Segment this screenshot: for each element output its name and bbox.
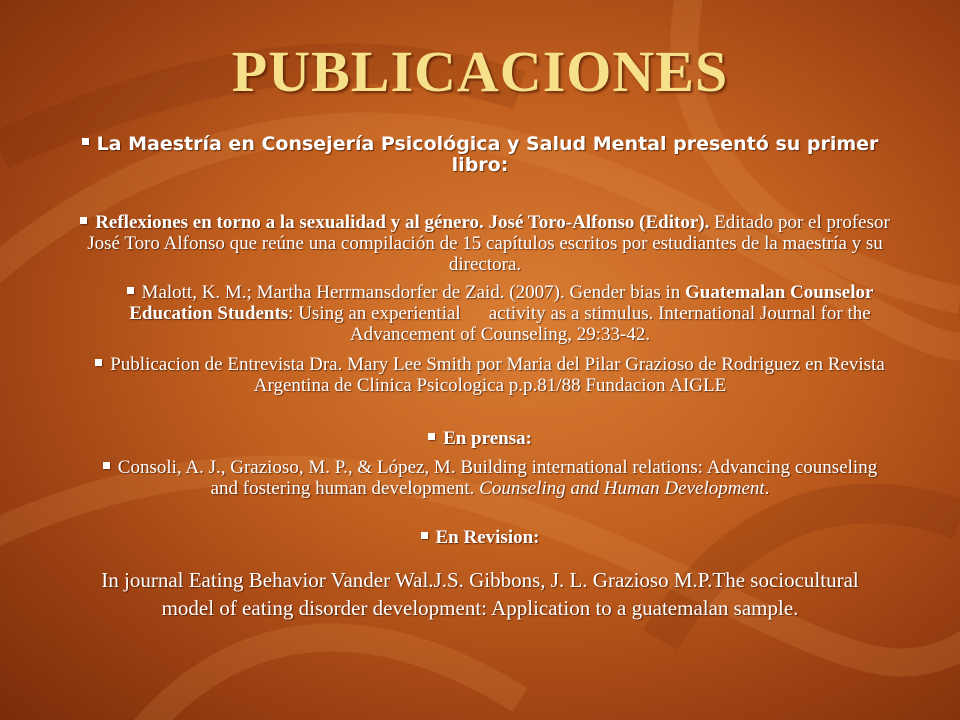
list-item-en-revision [360,527,600,548]
intro-text: La Maestría en Consejería Psicológica y Salud Mental presentó su primer libro: [96,133,879,176]
malott-part2: : Using an experiential [288,303,461,324]
en-prensa-label: En prensa: [443,428,532,449]
entrevista-text: Publicacion de Entrevista Dra. Mary Lee Smith por Maria del Pilar Grazioso de Rodriguez en Revista Argentina de Clinica Psicologica p.p.81/88 Fundacion AIGLE [110,354,885,396]
consoli-journal: Counseling and Human Development [479,478,765,499]
list-item-en-prensa [360,428,600,449]
consoli-end: . [764,478,770,499]
book-title: Reflexiones en torno a la sexualidad y al género. José Toro-Alfonso (Editor). [95,212,710,233]
list-item-malott [100,282,900,345]
bullet-icon [82,138,89,145]
consoli-text: Consoli, A. J., Grazioso, M. P., & López, M. Building international relations: Advancing counseling and fostering human development. [117,457,878,499]
list-item-consoli [90,457,890,499]
bullet-icon [127,287,134,294]
list-item-entrevista [80,354,900,396]
journal-line-2: model of eating disorder development: Application to a guatemalan sample. [161,596,799,620]
en-revision-label: En Revision: [435,527,540,548]
book-description: Editado por el profesor José Toro Alfonso que reúne una compilación de 15 capítulos escritos por estudiantes de la maestría y su directora. [87,212,890,275]
malott-part3: activity [488,303,546,324]
list-item-book [80,212,890,275]
malott-bold-title: Guatemalan Counselor Education Students [129,282,874,324]
bullet-icon [428,433,435,440]
bullet-icon [421,532,428,539]
page-title: PUBLICACIONES [231,39,729,104]
bullet-icon [103,462,110,469]
malott-part4: as a stimulus. International Journal for the Advancement of Counseling, 29:33-42. [349,303,871,345]
bullet-icon [95,359,102,366]
bullet-icon [80,217,87,224]
malott-part1: Malott, K. M.; Martha Herrmansdorfer de Zaid. (2007). Gender bias in [141,282,681,303]
journal-line-1: In journal Eating Behavior Vander Wal.J.S. Gibbons, J. L. Grazioso M.P.The sociocultural [101,568,859,592]
list-item-intro [50,134,910,176]
